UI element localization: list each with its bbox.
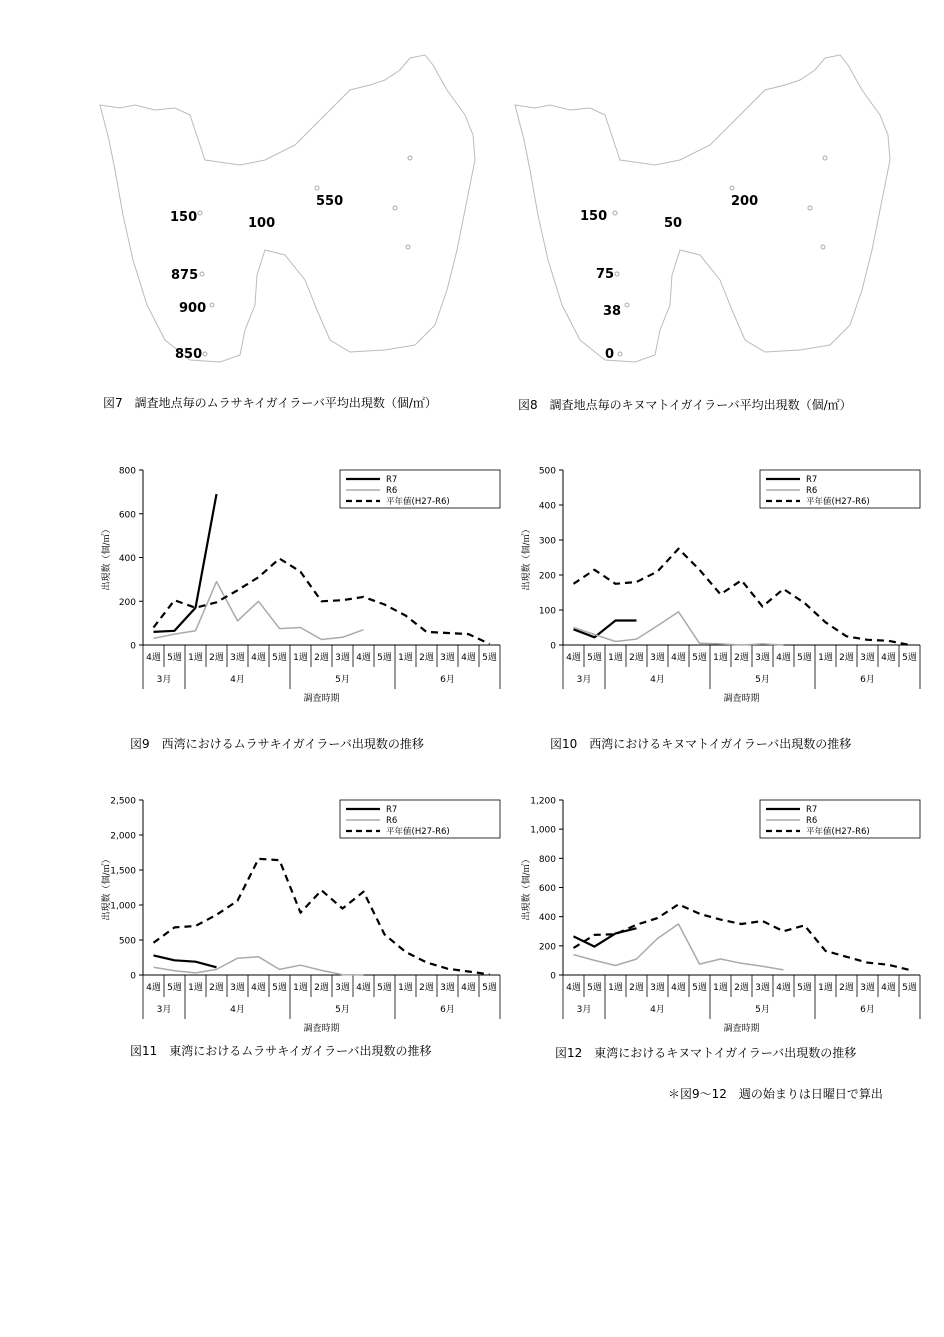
y-axis-label: 出現数（個/㎥） [522,524,532,591]
map8-value-4: 75 [596,267,615,282]
x-week-label: 5週 [167,653,182,663]
x-axis-label: 調査時期 [303,694,340,704]
x-month-label: 4月 [650,675,665,685]
x-week-label: 2週 [209,983,224,993]
series-line-r6 [574,924,784,970]
x-week-label: 5週 [692,983,707,993]
series-line-r6 [154,582,364,640]
x-week-label: 5週 [797,983,812,993]
series-line-r7 [154,955,217,967]
x-week-label: 4週 [356,983,371,993]
x-month-label: 5月 [335,675,350,685]
x-month-label: 3月 [156,1005,172,1015]
map7-value-1: 150 [170,210,198,225]
x-week-label: 5週 [482,653,497,663]
y-tick-label: 800 [538,854,556,865]
legend-label-avg: 平年値(H27-R6) [386,827,450,837]
x-week-label: 1週 [818,983,833,993]
legend-label-r6: R6 [806,816,818,826]
legend-label-r7: R7 [806,475,818,485]
map8-value-1: 150 [580,209,608,224]
y-tick-label: 1,000 [530,825,556,836]
map-figure-7 [95,50,515,370]
series-line-r7 [154,494,217,632]
x-axis-label: 調査時期 [723,1024,760,1034]
x-week-label: 2週 [629,983,644,993]
x-week-label: 1週 [608,983,623,993]
x-week-label: 3週 [230,983,245,993]
x-week-label: 1週 [398,983,413,993]
x-month-label: 6月 [440,1005,455,1015]
y-tick-label: 2,500 [110,796,136,807]
x-week-label: 4週 [776,983,791,993]
map-figure-8 [510,50,930,370]
x-week-label: 2週 [314,983,329,993]
x-week-label: 4週 [146,983,161,993]
x-month-label: 3月 [576,675,592,685]
x-week-label: 3週 [860,653,875,663]
x-week-label: 4週 [881,983,896,993]
chart-fig9 [95,460,510,710]
x-week-label: 3週 [755,983,770,993]
map8-value-2: 50 [664,216,683,231]
x-week-label: 2週 [839,653,854,663]
x-week-label: 4週 [566,653,581,663]
series-line-r7 [574,928,637,946]
x-month-label: 6月 [860,1005,875,1015]
x-week-label: 2週 [419,653,434,663]
x-week-label: 3週 [650,983,665,993]
x-week-label: 2週 [314,653,329,663]
y-tick-label: 300 [538,536,556,547]
series-line-avg [154,559,490,644]
x-week-label: 5週 [272,983,287,993]
y-tick-label: 0 [130,641,136,652]
map8-value-3: 200 [731,194,759,209]
legend-label-r6: R6 [386,816,398,826]
x-week-label: 4週 [356,653,371,663]
y-tick-label: 1,200 [530,796,556,807]
x-week-label: 4週 [461,983,476,993]
x-month-label: 3月 [156,675,172,685]
series-line-avg [574,904,910,970]
legend-label-r7: R7 [386,475,398,485]
x-week-label: 1週 [818,653,833,663]
x-week-label: 4週 [251,983,266,993]
y-tick-label: 200 [538,571,556,582]
chart12-caption: 図12 東湾におけるキヌマトイガイラーバ出現数の推移 [555,1046,857,1060]
y-tick-label: 0 [130,971,136,982]
x-week-label: 5週 [377,983,392,993]
x-week-label: 1週 [188,983,203,993]
x-week-label: 5週 [797,653,812,663]
legend-label-r6: R6 [386,486,398,496]
legend-label-avg: 平年値(H27-R6) [806,497,870,507]
x-week-label: 4週 [251,653,266,663]
x-week-label: 3週 [335,653,350,663]
y-tick-label: 200 [538,942,556,953]
y-tick-label: 500 [118,936,136,947]
x-week-label: 2週 [839,983,854,993]
x-week-label: 5週 [377,653,392,663]
x-week-label: 5週 [902,983,917,993]
x-axis-label: 調査時期 [303,1024,340,1034]
x-week-label: 3週 [440,983,455,993]
footnote: ＊図9〜12 週の始まりは日曜日で算出 [668,1087,883,1101]
x-axis-label: 調査時期 [723,694,760,704]
legend-label-r7: R7 [386,805,398,815]
chart9-caption: 図9 西湾におけるムラサキイガイラーバ出現数の推移 [130,737,424,751]
chart10-caption: 図10 西湾におけるキヌマトイガイラーバ出現数の推移 [550,737,852,751]
map8-caption: 図8 調査地点毎のキヌマトイガイラーバ平均出現数（個/㎡） [518,398,852,412]
y-tick-label: 1,500 [110,866,136,877]
x-week-label: 4週 [881,653,896,663]
map8-value-6: 0 [605,347,615,362]
map7-value-2: 100 [248,216,276,231]
legend-label-avg: 平年値(H27-R6) [806,827,870,837]
x-week-label: 2週 [734,653,749,663]
x-week-label: 1週 [293,983,308,993]
x-week-label: 1週 [608,653,623,663]
x-week-label: 2週 [629,653,644,663]
y-tick-label: 400 [538,913,556,924]
x-week-label: 3週 [335,983,350,993]
x-month-label: 6月 [440,675,455,685]
x-week-label: 2週 [209,653,224,663]
legend-label-r7: R7 [806,805,818,815]
x-month-label: 3月 [576,1005,592,1015]
x-week-label: 4週 [146,653,161,663]
x-month-label: 4月 [230,1005,245,1015]
y-tick-label: 400 [118,554,136,564]
x-month-label: 5月 [755,675,770,685]
y-tick-label: 2,000 [110,831,136,842]
y-tick-label: 0 [550,971,556,982]
map7-value-4: 875 [171,268,199,283]
x-month-label: 5月 [335,1005,350,1015]
x-month-label: 6月 [860,675,875,685]
x-week-label: 5週 [482,983,497,993]
y-axis-label: 出現数（個/㎥） [522,854,532,921]
x-week-label: 4週 [776,653,791,663]
x-week-label: 1週 [713,983,728,993]
x-week-label: 5週 [692,653,707,663]
y-tick-label: 200 [118,597,136,608]
x-week-label: 1週 [713,653,728,663]
x-week-label: 3週 [860,983,875,993]
y-tick-label: 600 [538,884,556,894]
y-axis-label: 出現数（個/㎥） [102,524,112,591]
y-tick-label: 500 [538,466,556,477]
y-tick-label: 400 [538,501,556,512]
x-week-label: 5週 [587,653,602,663]
x-week-label: 4週 [461,653,476,663]
x-week-label: 3週 [230,653,245,663]
x-month-label: 5月 [755,1005,770,1015]
y-tick-label: 0 [550,641,556,652]
series-line-avg [154,859,490,975]
y-tick-label: 800 [118,466,136,477]
x-week-label: 4週 [671,983,686,993]
x-week-label: 5週 [272,653,287,663]
chart-fig11 [95,790,510,1040]
x-week-label: 4週 [671,653,686,663]
x-week-label: 3週 [440,653,455,663]
legend-label-avg: 平年値(H27-R6) [386,497,450,507]
x-week-label: 3週 [650,653,665,663]
x-week-label: 1週 [188,653,203,663]
map8-value-5: 38 [603,304,622,319]
x-week-label: 5週 [167,983,182,993]
map7-value-5: 900 [179,301,207,316]
x-week-label: 1週 [398,653,413,663]
x-week-label: 2週 [419,983,434,993]
y-tick-label: 600 [118,510,136,521]
y-tick-label: 100 [538,606,556,617]
x-month-label: 4月 [650,1005,665,1015]
series-line-avg [574,549,910,645]
map7-caption: 図7 調査地点毎のムラサキイガイラーバ平均出現数（個/㎡） [103,396,437,410]
map7-value-3: 550 [316,194,344,209]
x-week-label: 5週 [902,653,917,663]
chart-fig12 [515,790,930,1040]
x-week-label: 4週 [566,983,581,993]
chart11-caption: 図11 東湾におけるムラサキイガイラーバ出現数の推移 [130,1044,432,1058]
map7-value-6: 850 [175,347,203,362]
series-line-r6 [154,957,364,975]
x-month-label: 4月 [230,675,245,685]
y-axis-label: 出現数（個/㎥） [102,854,112,921]
x-week-label: 2週 [734,983,749,993]
x-week-label: 1週 [293,653,308,663]
chart-fig10 [515,460,930,710]
series-line-r7 [574,621,637,638]
legend-label-r6: R6 [806,486,818,496]
x-week-label: 5週 [587,983,602,993]
y-tick-label: 1,000 [110,901,136,912]
x-week-label: 3週 [755,653,770,663]
